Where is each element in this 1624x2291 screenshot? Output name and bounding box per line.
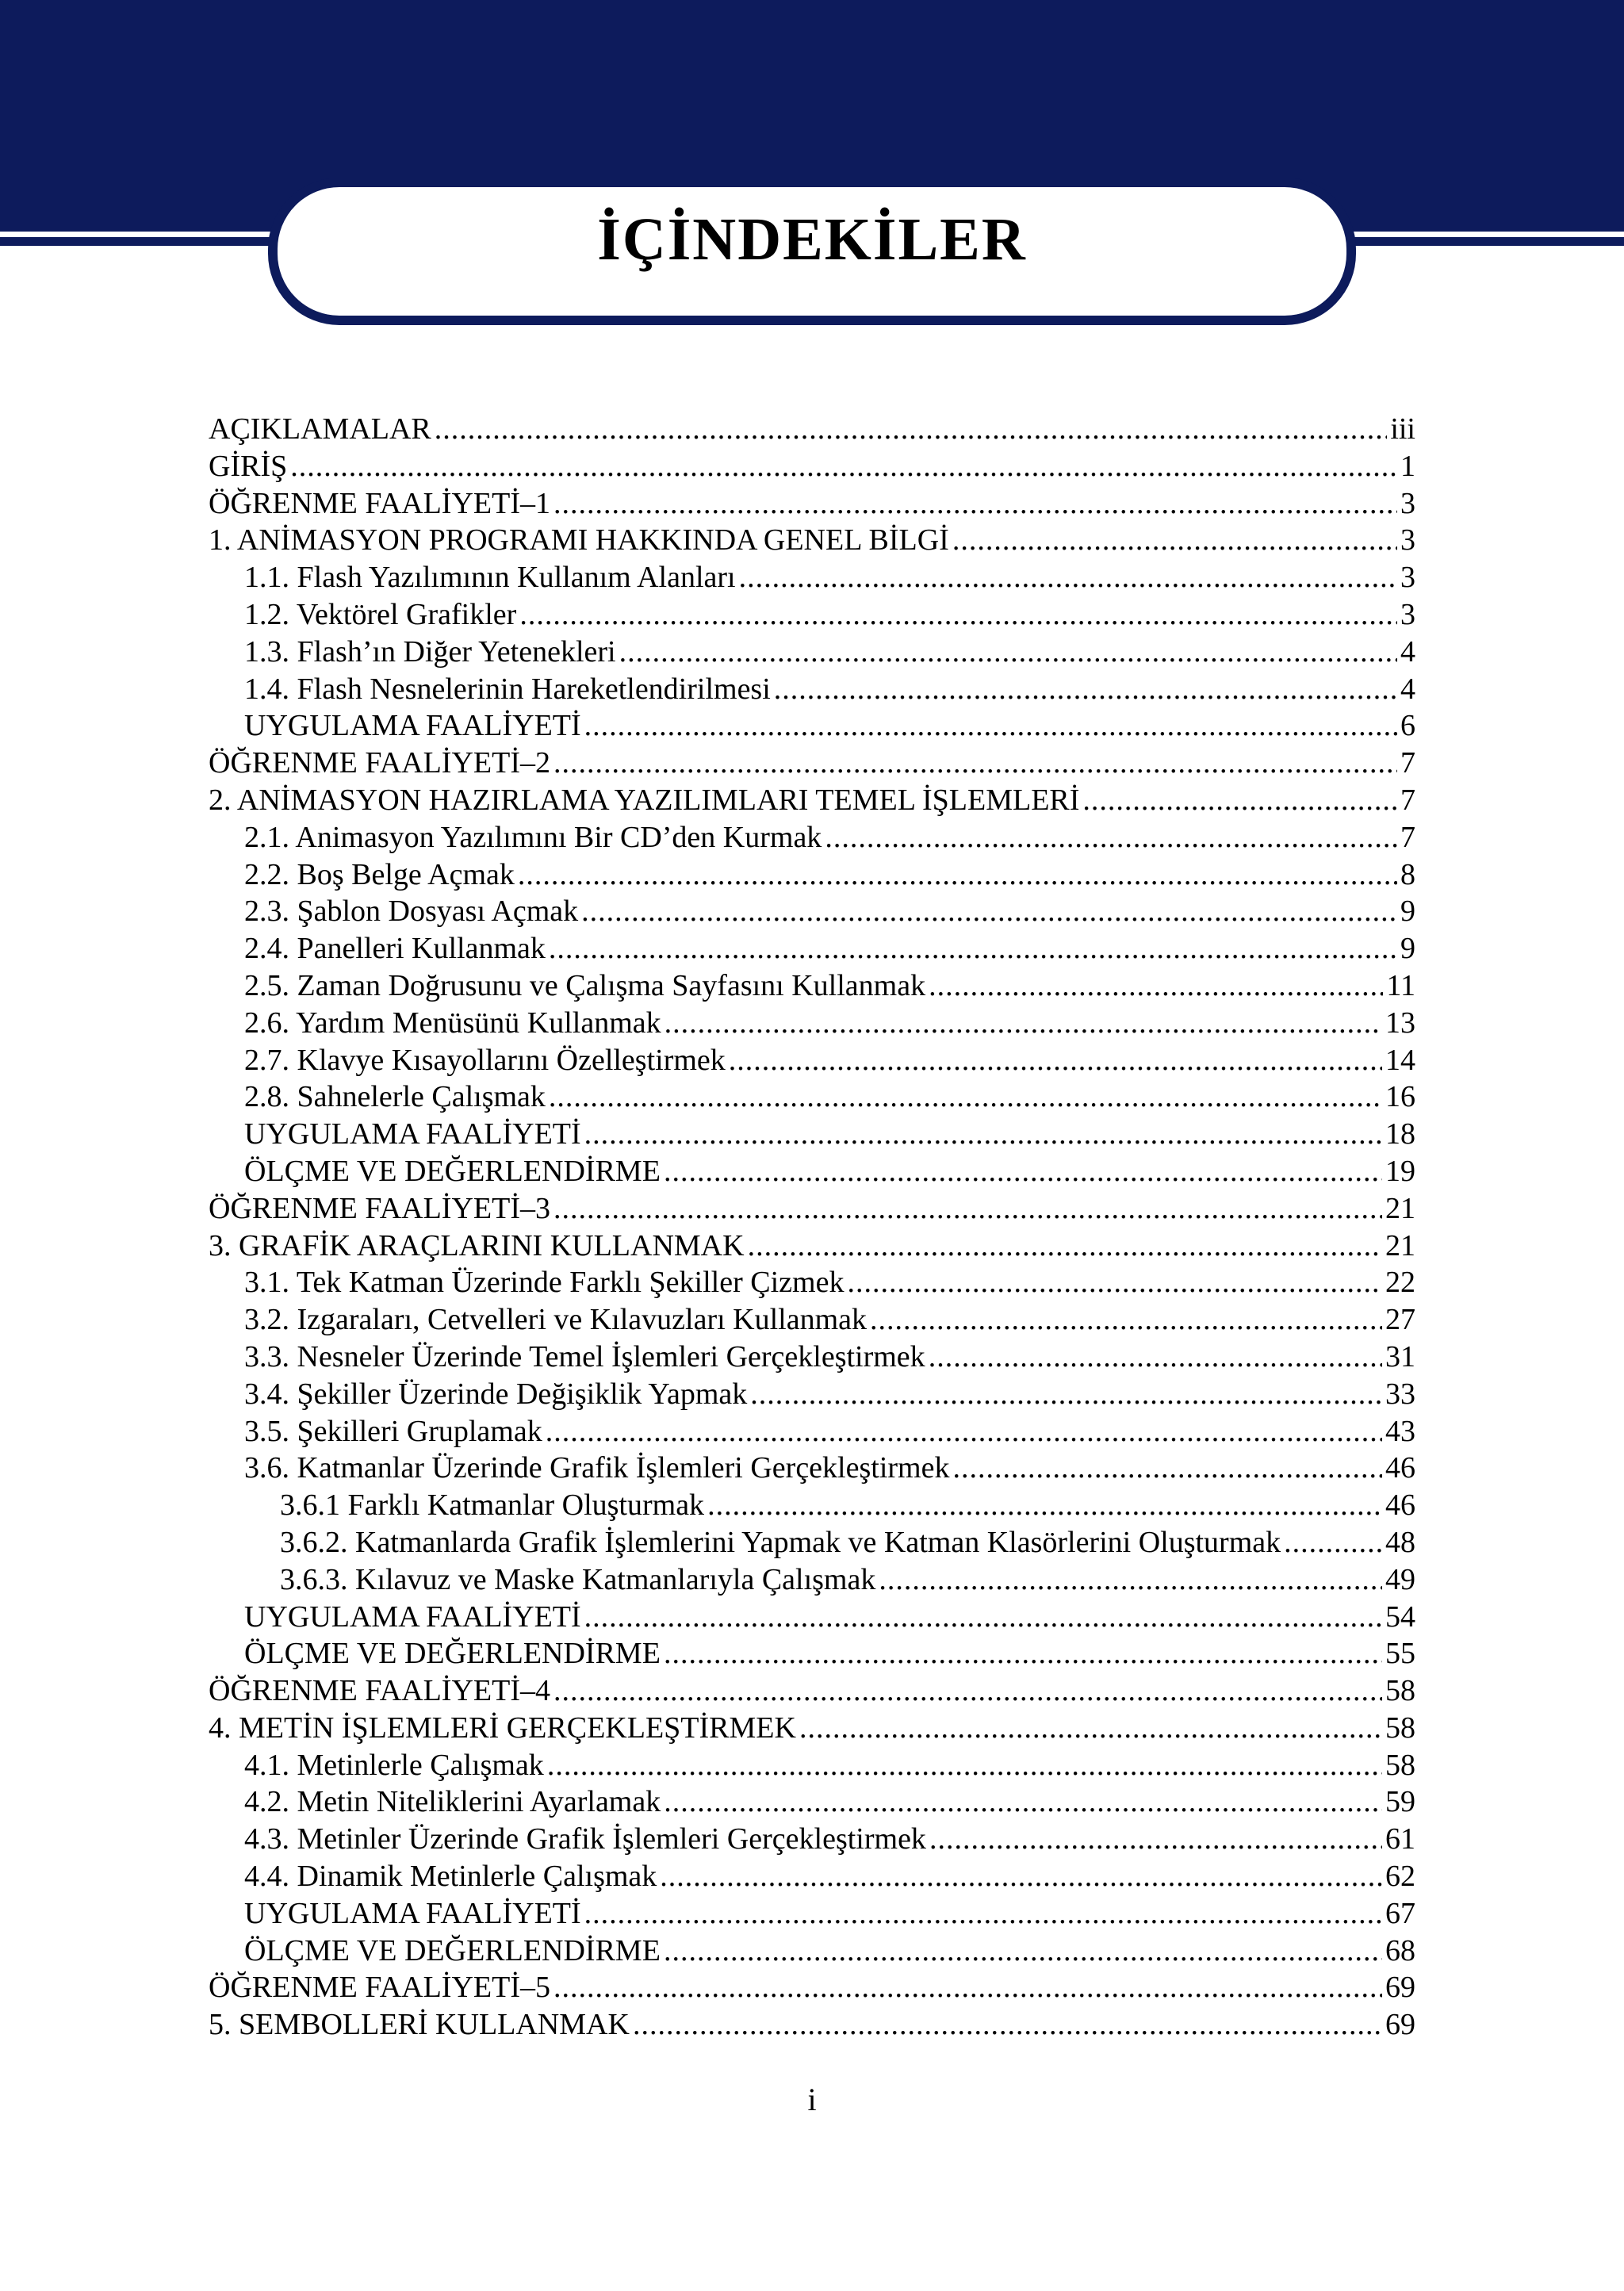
- toc-entry-page: 14: [1385, 1043, 1415, 1077]
- toc-entry-page: 3: [1400, 561, 1415, 595]
- toc-entry-page: 7: [1400, 746, 1415, 780]
- toc-entry-label: 2.4. Panelleri Kullanmak: [244, 932, 546, 966]
- toc-entry[interactable]: [209, 1635, 1415, 1672]
- toc-entry-label: ÖĞRENME FAALİYETİ–5: [209, 1971, 550, 2005]
- toc-entry-label: 3.1. Tek Katman Üzerinde Farklı Şekiller Çizmek: [244, 1266, 845, 1300]
- toc-entry[interactable]: [209, 1228, 1415, 1265]
- toc-entry[interactable]: [209, 1561, 1415, 1599]
- toc-entry-page: 6: [1400, 709, 1415, 743]
- toc-entry[interactable]: [209, 893, 1415, 930]
- toc-entry-page: 22: [1385, 1266, 1415, 1300]
- toc-entry-page: 67: [1385, 1896, 1415, 1930]
- toc-entry[interactable]: [209, 1005, 1415, 1042]
- toc-entry[interactable]: [209, 559, 1415, 596]
- toc-entry-page: 31: [1385, 1339, 1415, 1373]
- toc-entry[interactable]: [209, 967, 1415, 1005]
- toc-entry-page: 19: [1385, 1154, 1415, 1188]
- toc-entry[interactable]: [209, 522, 1415, 559]
- toc-entry[interactable]: [209, 2006, 1415, 2044]
- toc-entry-label: 3.5. Şekilleri Gruplamak: [244, 1414, 542, 1448]
- dot-leader: [435, 411, 1388, 448]
- toc-entry-page: 4: [1400, 672, 1415, 706]
- toc-entry-page: 49: [1385, 1562, 1415, 1596]
- toc-entry-page: 8: [1400, 857, 1415, 891]
- toc-entry-label: 3.3. Nesneler Üzerinde Temel İşlemleri Gerçekleştirmek: [244, 1339, 925, 1373]
- dot-leader: [553, 1672, 1382, 1710]
- toc-entry[interactable]: [209, 1042, 1415, 1079]
- toc-entry-page: 27: [1385, 1303, 1415, 1337]
- toc-entry-page: 18: [1385, 1117, 1415, 1151]
- toc-entry[interactable]: [209, 411, 1415, 448]
- toc-entry-label: 5. SEMBOLLERİ KULLANMAK: [209, 2008, 630, 2042]
- toc-entry[interactable]: [209, 596, 1415, 634]
- dot-leader: [952, 1450, 1382, 1487]
- toc-entry-label: 3.6.3. Kılavuz ve Maske Katmanlarıyla Çalışmak: [280, 1562, 876, 1596]
- dot-leader: [664, 1153, 1382, 1190]
- dot-leader: [665, 1005, 1382, 1042]
- toc-entry-page: 4: [1400, 634, 1415, 669]
- toc-entry[interactable]: [209, 1413, 1415, 1450]
- toc-entry-page: 33: [1385, 1377, 1415, 1411]
- toc-entry-label: ÖLÇME VE DEĞERLENDİRME: [244, 1637, 661, 1671]
- toc-entry-label: 1.1. Flash Yazılımının Kullanım Alanları: [244, 561, 736, 595]
- toc-entry-label: 3.4. Şekiller Üzerinde Değişiklik Yapmak: [244, 1377, 748, 1411]
- toc-entry-page: 7: [1400, 783, 1415, 817]
- toc-entry[interactable]: [209, 1339, 1415, 1376]
- toc-entry-label: UYGULAMA FAALİYETİ: [244, 1896, 581, 1930]
- dot-leader: [290, 448, 1397, 485]
- toc-entry[interactable]: [209, 1153, 1415, 1190]
- toc-entry-page: 43: [1385, 1414, 1415, 1448]
- dot-leader: [549, 930, 1397, 967]
- toc-entry-label: ÖĞRENME FAALİYETİ–1: [209, 486, 550, 520]
- toc-entry-label: ÖLÇME VE DEĞERLENDİRME: [244, 1933, 661, 1967]
- toc-entry-label: 2.6. Yardım Menüsünü Kullanmak: [244, 1006, 661, 1040]
- dot-leader: [847, 1264, 1382, 1301]
- dot-leader: [739, 559, 1397, 596]
- dot-leader: [929, 1339, 1382, 1376]
- toc-entry-label: 2.5. Zaman Doğrusunu ve Çalışma Sayfasını Kullanmak: [244, 968, 926, 1002]
- toc-entry[interactable]: [209, 930, 1415, 967]
- toc-entry-page: 54: [1385, 1599, 1415, 1634]
- toc-entry[interactable]: [209, 1710, 1415, 1747]
- dot-leader: [748, 1228, 1382, 1265]
- toc-entry-page: iii: [1390, 412, 1415, 446]
- toc-entry[interactable]: [209, 1116, 1415, 1153]
- toc-entry-page: 13: [1385, 1006, 1415, 1040]
- toc-entry-page: 9: [1400, 895, 1415, 929]
- toc-entry-label: 3.6. Katmanlar Üzerinde Grafik İşlemleri Gerçekleştirmek: [244, 1451, 950, 1485]
- dot-leader: [553, 745, 1397, 782]
- toc-entry-page: 62: [1385, 1860, 1415, 1894]
- toc-entry[interactable]: [209, 1078, 1415, 1116]
- dot-leader: [664, 1783, 1382, 1821]
- toc-entry-label: UYGULAMA FAALİYETİ: [244, 1117, 581, 1151]
- toc-entry-label: 1. ANİMASYON PROGRAMI HAKKINDA GENEL BİLGİ: [209, 523, 949, 557]
- toc-entry-label: ÖĞRENME FAALİYETİ–4: [209, 1674, 550, 1708]
- dot-leader: [729, 1042, 1382, 1079]
- dot-leader: [553, 1190, 1382, 1228]
- toc-entry[interactable]: [209, 634, 1415, 671]
- toc-entry[interactable]: [209, 1190, 1415, 1228]
- dot-leader: [825, 819, 1397, 856]
- toc-entry-page: 9: [1400, 932, 1415, 966]
- toc-entry-page: 1: [1400, 449, 1415, 483]
- toc-entry[interactable]: [209, 856, 1415, 894]
- dot-leader: [1284, 1524, 1382, 1561]
- toc-entry[interactable]: [209, 745, 1415, 782]
- dot-leader: [633, 2006, 1382, 2044]
- toc-entry-page: 61: [1385, 1822, 1415, 1856]
- toc-entry-label: 4.3. Metinler Üzerinde Grafik İşlemleri Gerçekleştirmek: [244, 1822, 926, 1856]
- toc-entry-label: 3.6.1 Farklı Katmanlar Oluşturmak: [280, 1488, 705, 1523]
- toc-entry-page: 3: [1400, 523, 1415, 557]
- toc-entry-page: 69: [1385, 1971, 1415, 2005]
- toc-entry[interactable]: [209, 1264, 1415, 1301]
- toc-entry-page: 21: [1385, 1228, 1415, 1262]
- toc-entry-label: 3.2. Izgaraları, Cetvelleri ve Kılavuzları Kullanmak: [244, 1303, 868, 1337]
- toc-entry[interactable]: [209, 1524, 1415, 1561]
- toc-entry-page: 55: [1385, 1637, 1415, 1671]
- toc-entry-label: 4.4. Dinamik Metinlerle Çalışmak: [244, 1860, 657, 1894]
- toc-entry-page: 3: [1400, 597, 1415, 631]
- toc-entry-label: UYGULAMA FAALİYETİ: [244, 709, 581, 743]
- dot-leader: [519, 596, 1397, 634]
- toc-entry-page: 58: [1385, 1711, 1415, 1745]
- toc-entry[interactable]: [209, 1783, 1415, 1821]
- toc-entry-label: 1.3. Flash’ın Diğer Yetenekleri: [244, 634, 616, 669]
- dot-leader: [707, 1487, 1382, 1524]
- dot-leader: [518, 856, 1397, 894]
- dot-leader: [584, 1116, 1382, 1153]
- toc-entry[interactable]: [209, 671, 1415, 708]
- toc-entry[interactable]: [209, 1969, 1415, 2006]
- toc-entry-page: 59: [1385, 1785, 1415, 1819]
- toc-entry-label: 4.2. Metin Niteliklerini Ayarlamak: [244, 1785, 661, 1819]
- dot-leader: [546, 1413, 1382, 1450]
- toc-entry[interactable]: [209, 448, 1415, 485]
- toc-entry-label: GİRİŞ: [209, 449, 288, 483]
- toc-entry-label: ÖĞRENME FAALİYETİ–2: [209, 746, 550, 780]
- dot-leader: [1082, 782, 1397, 819]
- dot-leader: [664, 1933, 1382, 1970]
- toc-entry[interactable]: [209, 1933, 1415, 1970]
- toc-entry-page: 68: [1385, 1933, 1415, 1967]
- toc-entry-page: 48: [1385, 1525, 1415, 1559]
- toc-entry[interactable]: [209, 819, 1415, 856]
- toc-entry-label: 2.1. Animasyon Yazılımını Bir CD’den Kurmak: [244, 820, 822, 854]
- toc-entry[interactable]: [209, 1747, 1415, 1784]
- toc-entry-page: 21: [1385, 1191, 1415, 1225]
- toc-entry-label: 3. GRAFİK ARAÇLARINI KULLANMAK: [209, 1228, 745, 1262]
- toc-entry-page: 58: [1385, 1674, 1415, 1708]
- dot-leader: [581, 893, 1397, 930]
- toc-entry-label: 3.6.2. Katmanlarda Grafik İşlemlerini Yapmak ve Katman Klasörlerini Oluşturmak: [280, 1525, 1281, 1559]
- dot-leader: [664, 1635, 1382, 1672]
- toc-entry-label: 2.7. Klavye Kısayollarını Özelleştirmek: [244, 1043, 726, 1077]
- toc-entry[interactable]: [209, 782, 1415, 819]
- toc-entry[interactable]: [209, 485, 1415, 523]
- toc-entry[interactable]: [209, 1376, 1415, 1413]
- toc-entry-page: 7: [1400, 820, 1415, 854]
- toc-entry-label: 1.4. Flash Nesnelerinin Hareketlendirilmesi: [244, 672, 771, 706]
- toc-entry-page: 3: [1400, 486, 1415, 520]
- toc-entry[interactable]: [209, 1599, 1415, 1636]
- toc-entry[interactable]: [209, 707, 1415, 745]
- dot-leader: [750, 1376, 1382, 1413]
- dot-leader: [553, 1969, 1382, 2006]
- toc-entry-page: 46: [1385, 1488, 1415, 1523]
- dot-leader: [584, 1599, 1382, 1636]
- toc-entry-label: 1.2. Vektörel Grafikler: [244, 597, 517, 631]
- dot-leader: [952, 522, 1397, 559]
- toc-entry-label: 2.8. Sahnelerle Çalışmak: [244, 1080, 546, 1114]
- toc-entry[interactable]: [209, 1672, 1415, 1710]
- table-of-contents: [209, 411, 1415, 2044]
- toc-entry-label: ÖĞRENME FAALİYETİ–3: [209, 1191, 550, 1225]
- toc-entry[interactable]: [209, 1487, 1415, 1524]
- toc-entry-label: 2.3. Şablon Dosyası Açmak: [244, 895, 579, 929]
- toc-entry-label: UYGULAMA FAALİYETİ: [244, 1599, 581, 1634]
- toc-entry-page: 69: [1385, 2008, 1415, 2042]
- dot-leader: [584, 1895, 1382, 1933]
- toc-entry-page: 58: [1385, 1748, 1415, 1782]
- toc-entry-label: AÇIKLAMALAR: [209, 412, 431, 446]
- toc-entry-page: 16: [1385, 1080, 1415, 1114]
- toc-entry-page: 46: [1385, 1451, 1415, 1485]
- dot-leader: [553, 485, 1397, 523]
- dot-leader: [879, 1561, 1382, 1599]
- dot-leader: [584, 707, 1397, 745]
- dot-leader: [870, 1301, 1382, 1339]
- toc-entry-label: 4.1. Metinlerle Çalışmak: [244, 1748, 544, 1782]
- dot-leader: [929, 967, 1383, 1005]
- page-number: i: [807, 2082, 817, 2117]
- toc-entry[interactable]: [209, 1858, 1415, 1895]
- dot-leader: [547, 1747, 1382, 1784]
- dot-leader: [929, 1821, 1382, 1858]
- toc-entry-label: 4. METİN İŞLEMLERİ GERÇEKLEŞTİRMEK: [209, 1711, 796, 1745]
- dot-leader: [660, 1858, 1382, 1895]
- page-title: İÇİNDEKİLER: [597, 206, 1027, 273]
- toc-entry-label: 2.2. Boş Belge Açmak: [244, 857, 515, 891]
- toc-entry[interactable]: [209, 1821, 1415, 1858]
- toc-entry-page: 11: [1386, 968, 1415, 1002]
- toc-entry-label: ÖLÇME VE DEĞERLENDİRME: [244, 1154, 661, 1188]
- toc-entry[interactable]: [209, 1301, 1415, 1339]
- dot-leader: [774, 671, 1397, 708]
- toc-entry[interactable]: [209, 1450, 1415, 1487]
- toc-entry-label: 2. ANİMASYON HAZIRLAMA YAZILIMLARI TEMEL İŞLEMLERİ: [209, 783, 1080, 817]
- dot-leader: [619, 634, 1397, 671]
- dot-leader: [799, 1710, 1382, 1747]
- dot-leader: [549, 1078, 1382, 1116]
- toc-entry[interactable]: [209, 1895, 1415, 1933]
